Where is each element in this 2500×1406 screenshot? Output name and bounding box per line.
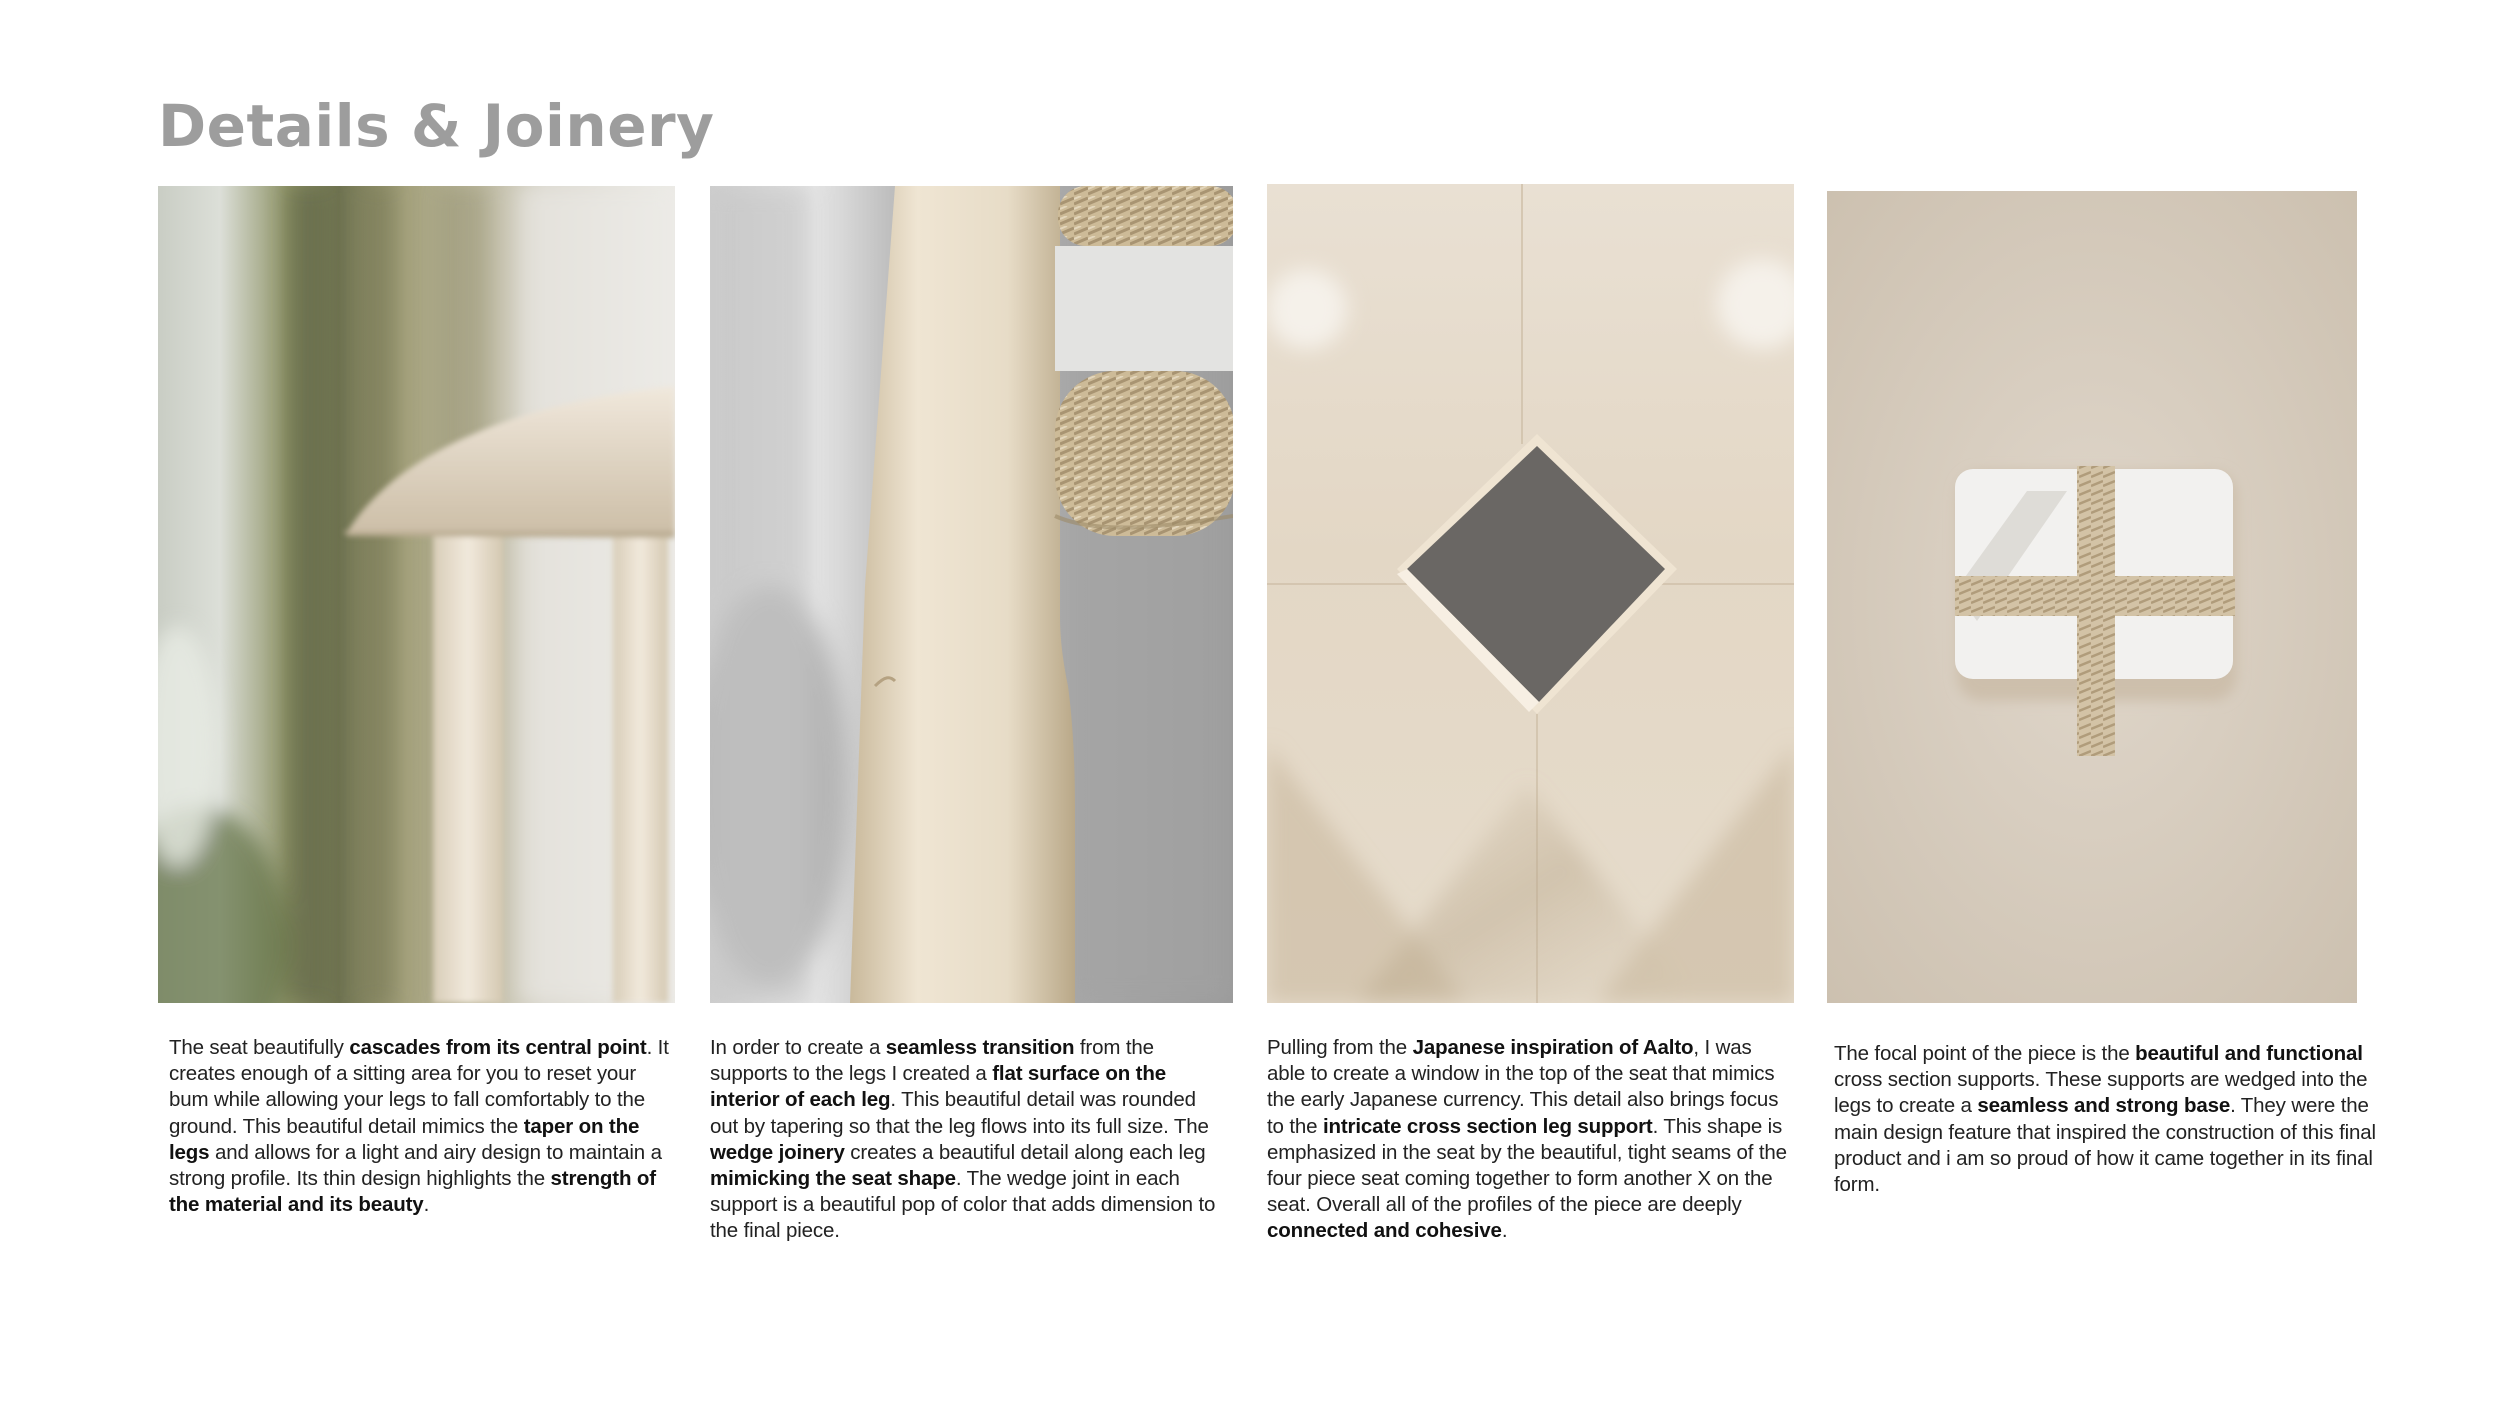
caption-emphasis: connected and cohesive <box>1267 1219 1502 1243</box>
caption-emphasis: taper on the legs <box>169 1114 640 1164</box>
seat-taper-photo <box>158 186 675 1003</box>
leg-transition-photo <box>710 186 1233 1003</box>
caption-seat-taper <box>169 1035 669 1218</box>
caption-emphasis: strength of the material and its beauty <box>169 1167 656 1217</box>
caption-emphasis: cascades from its central point <box>349 1036 647 1059</box>
caption-emphasis: seamless and strong base <box>1977 1094 2231 1118</box>
caption-text: . <box>423 1193 430 1217</box>
caption-text: . It creates enough of a sitting area for you to reset your bum while allowing your legs to fall comfortably to the ground. This beautiful detail mimics the <box>169 1036 669 1138</box>
page-title: Details & Joinery <box>158 92 715 160</box>
caption-text: from the supports to the legs I created a <box>710 1036 1154 1086</box>
cross-supports-photo <box>1827 191 2357 1003</box>
seat-window-photo <box>1267 184 1794 1003</box>
caption-text: and allows for a light and airy design to maintain a strong profile. Its thin design highlights the <box>169 1140 662 1191</box>
caption-emphasis: Japanese inspiration of Aalto <box>1412 1036 1694 1059</box>
caption-emphasis: seamless transition <box>885 1036 1075 1059</box>
caption-text: cross section supports. These supports are wedged into the legs to create a <box>1834 1068 2368 1118</box>
caption-seat-window <box>1267 1035 1787 1245</box>
caption-text: . <box>1501 1219 1508 1243</box>
caption-leg-transition <box>710 1035 1225 1245</box>
caption-text: , I was able to create a window in the top of the seat that mimics the early Japanese currency. This detail also brings focus to the <box>1267 1036 1779 1138</box>
caption-text: creates a beautiful detail along each leg <box>844 1140 1206 1164</box>
caption-emphasis: intricate cross section leg support <box>1322 1114 1653 1138</box>
caption-cross-supports <box>1834 1041 2379 1198</box>
caption-emphasis: flat surface on the interior of each leg <box>710 1062 1166 1112</box>
caption-text: Pulling from the <box>1267 1036 1413 1059</box>
caption-text: . This beautiful detail was rounded out by tapering so that the leg flows into its full size. The <box>710 1088 1209 1138</box>
caption-text: . The wedge joint in each support is a beautiful pop of color that adds dimension to the final piece. <box>710 1167 1216 1243</box>
caption-text: In order to create a <box>710 1036 886 1059</box>
caption-emphasis: beautiful and functional <box>2135 1042 2363 1065</box>
caption-emphasis: mimicking the seat shape <box>710 1167 956 1191</box>
caption-emphasis: wedge joinery <box>710 1140 845 1164</box>
caption-text: . This shape is emphasized in the seat by the beautiful, tight seams of the four piece seat coming together to form another X on the seat. Overall all of the profiles of the piece are deeply <box>1267 1114 1787 1217</box>
caption-text: The focal point of the piece is the <box>1834 1042 2136 1065</box>
caption-text: . They were the main design feature that inspired the construction of this final product and i am so proud of how it came together in its final form. <box>1834 1094 2376 1197</box>
caption-text: The seat beautifully <box>169 1036 350 1059</box>
